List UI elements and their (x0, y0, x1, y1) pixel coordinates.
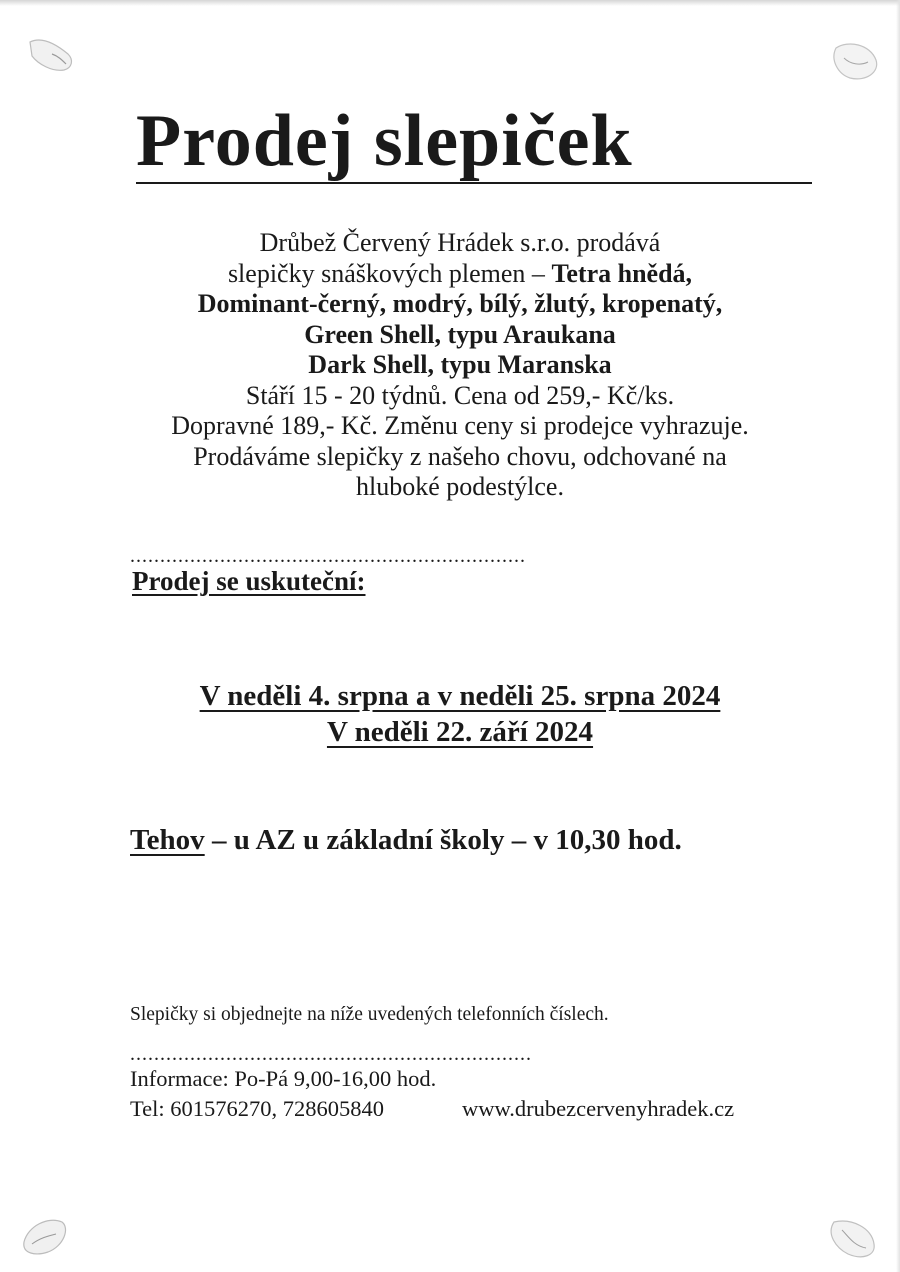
breed-dominant-text: Dominant-černý, modrý, bílý, žlutý, kropenatý, (197, 289, 723, 318)
sale-dates-line-1: V neděli 4. srpna a v neděli 25. srpna 2024 (199, 680, 721, 712)
breed-tetra: Tetra hnědá, (551, 258, 693, 288)
intro-line-1: Drůbež Červený Hrádek s.r.o. prodává (259, 228, 661, 257)
sale-heading: Prodej se uskuteční: (132, 566, 366, 596)
website-url: www.drubezcervenyhradek.cz (462, 1096, 735, 1121)
shipping-line: Dopravné 189,- Kč. Změnu ceny si prodejce vyhrazuje. (171, 411, 749, 440)
breed-dominant (100, 289, 820, 320)
scan-edge-right (896, 0, 900, 1272)
intro-line-2 (100, 259, 820, 290)
contact-block (130, 1064, 436, 1124)
breed-dark-shell-text: Dark Shell, typu Maranska (308, 350, 612, 379)
dotted-separator-bottom: ................................................................... (130, 1044, 532, 1064)
tape-mark-top-left (22, 30, 82, 80)
intro-line-2-text: slepičky snáškových plemen – (227, 258, 552, 288)
tape-mark-top-right (826, 38, 886, 88)
breed-green-shell (100, 320, 820, 351)
breed-dark-shell (100, 350, 820, 381)
dotted-separator-top: .................................................................. (130, 546, 526, 566)
page-title: Prodej slepiček (136, 100, 633, 182)
location-place: Tehov (130, 824, 205, 856)
breed-green-shell-text: Green Shell, typu Araukana (304, 319, 616, 349)
offer-description (100, 228, 820, 503)
title-underline (136, 182, 812, 184)
sale-location (130, 824, 682, 857)
location-details: – u AZ u základní školy – v 10,30 hod. (204, 824, 682, 856)
tape-mark-bottom-right (822, 1214, 882, 1264)
age-price-line: Stáří 15 - 20 týdnů. Cena od 259,- Kč/ks. (245, 380, 675, 410)
tape-mark-bottom-left (18, 1212, 78, 1262)
office-hours: Informace: Po-Pá 9,00-16,00 hod. (130, 1066, 437, 1091)
order-note: Slepičky si objednejte na níže uvedených telefonních číslech. (130, 1004, 609, 1025)
sale-dates (100, 678, 820, 750)
scan-edge-top (0, 0, 900, 6)
breeding-line-2: hluboké podestýlce. (356, 472, 564, 501)
breeding-line-1: Prodáváme slepičky z našeho chovu, odchované na (193, 441, 727, 471)
phone-numbers: Tel: 601576270, 728605840 (130, 1096, 385, 1121)
sale-dates-line-2: V neděli 22. září 2024 (326, 716, 594, 748)
